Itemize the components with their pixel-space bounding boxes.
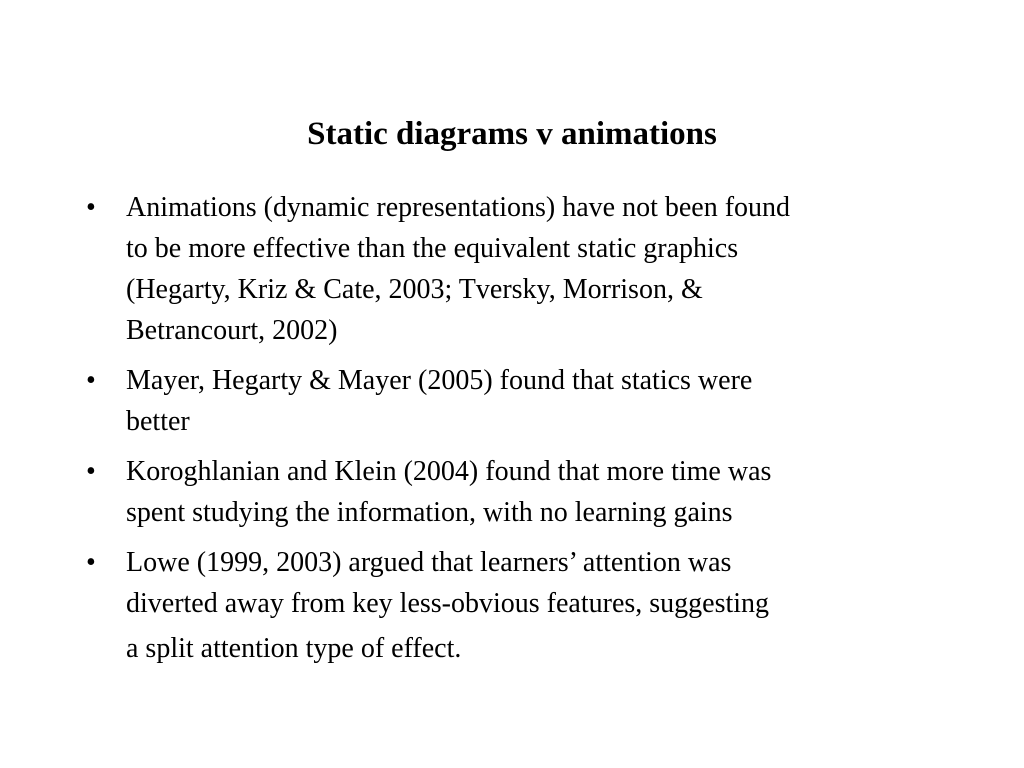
bullet-list — [86, 187, 946, 678]
bullet-line: Lowe (1999, 2003) argued that learners’ attention was — [126, 547, 732, 578]
bullet-line: better — [126, 406, 190, 437]
bullet-icon: • — [86, 365, 96, 396]
bullet-line: a split attention type of effect. — [126, 633, 462, 664]
bullet-line: to be more effective than the equivalent static graphics — [126, 233, 739, 264]
bullet-item — [86, 187, 946, 351]
bullet-line: diverted away from key less-obvious features, suggesting — [126, 588, 770, 619]
bullet-item — [86, 360, 946, 442]
bullet-line: (Hegarty, Kriz & Cate, 2003; Tversky, Morrison, & — [126, 274, 703, 305]
bullet-line: Betrancourt, 2002) — [126, 315, 338, 346]
bullet-line: Animations (dynamic representations) have not been found — [126, 192, 791, 223]
bullet-item — [86, 451, 946, 533]
bullet-icon: • — [86, 547, 96, 578]
bullet-icon: • — [86, 456, 96, 487]
bullet-line: Koroghlanian and Klein (2004) found that more time was — [126, 456, 772, 487]
bullet-item — [86, 542, 946, 669]
bullet-line: spent studying the information, with no learning gains — [126, 497, 733, 528]
bullet-icon: • — [86, 192, 96, 223]
bullet-line: Mayer, Hegarty & Mayer (2005) found that statics were — [126, 365, 753, 396]
slide-title: Static diagrams v animations — [307, 116, 717, 152]
